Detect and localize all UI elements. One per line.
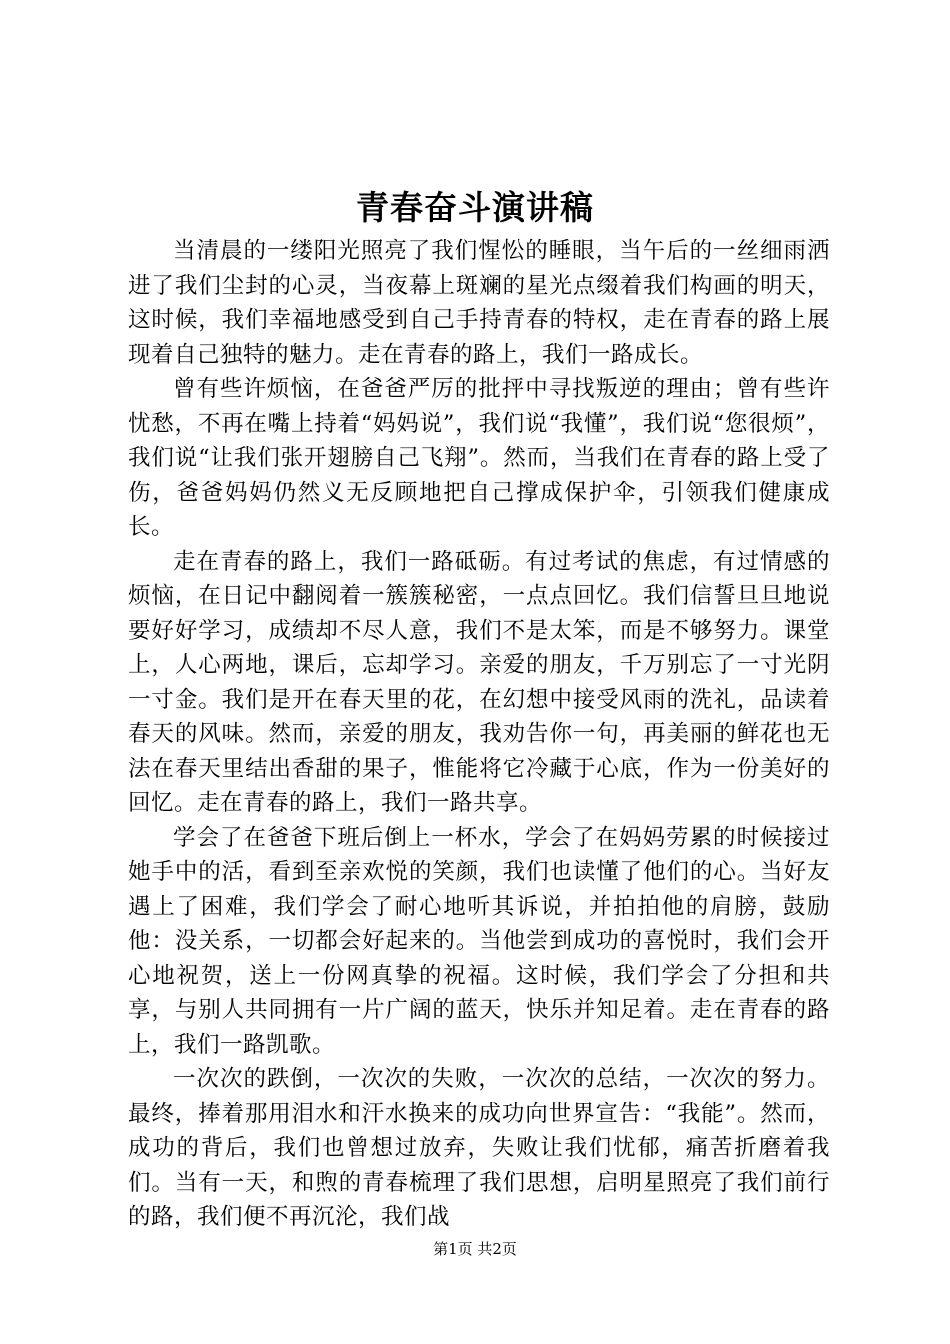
paragraph-3: 走在青春的路上，我们一路砥砺。有过考试的焦虑，有过情感的烦恼，在日记中翻阅着一簇簇秘密，一点点回忆。我们信誓旦旦地说要好好学习，成绩却不尽人意，我们不是太笨，而是不够努力。课堂上，人心两地，课后，忘却学习。亲爱的朋友，千万别忘了一寸光阴一寸金。我们是开在春天里的花，在幻想中接受风雨的洗礼，品读着春天的风味。然而，亲爱的朋友，我劝告你一句，再美丽的鲜花也无法在春天里结出香甜的果子，惟能将它冷藏于心底，作为一份美好的回忆。走在青春的路上，我们一路共享。	[128, 548, 830, 816]
paragraph-2: 曾有些许烦恼，在爸爸严厉的批抨中寻找叛逆的理由；曾有些许忧愁，不再在嘴上持着“妈妈说”，我们说“我懂”，我们说“您很烦”，我们说“让我们张开翅膀自己飞翔”。然而，当我们在青春的路上受了伤，爸爸妈妈仍然义无反顾地把自己撑成保护伞，引领我们健康成长。	[128, 376, 830, 540]
document-title: 青春奋斗演讲稿	[356, 188, 594, 227]
paragraph-1: 当清晨的一缕阳光照亮了我们惺忪的睡眼，当午后的一丝细雨洒进了我们尘封的心灵，当夜幕上斑斓的星光点缀着我们构画的明天，这时候，我们幸福地感受到自己手持青春的特权，走在青春的路上展现着自己独特的魅力。走在青春的路上，我们一路成长。	[128, 238, 830, 368]
paragraph-5: 一次次的跌倒，一次次的失败，一次次的总结，一次次的努力。最终，捧着那用泪水和汗水换来的成功向世界宣告：“我能”。然而，成功的背后，我们也曾想过放弃，失败让我们忧郁，痛苦折磨着我们。当有一天，和煦的青春梳理了我们思想，启明星照亮了我们前行的路，我们便不再沉沦，我们战	[128, 1066, 830, 1230]
paragraph-4: 学会了在爸爸下班后倒上一杯水，学会了在妈妈劳累的时候接过她手中的活，看到至亲欢悦的笑颜，我们也读懂了他们的心。当好友遇上了困难，我们学会了耐心地听其诉说，并拍拍他的肩膀，鼓励他：没关系，一切都会好起来的。当他尝到成功的喜悦时，我们会开心地祝贺，送上一份网真挚的祝福。这时候，我们学会了分担和共享，与别人共同拥有一片广阔的蓝天，快乐并知足着。走在青春的路上，我们一路凯歌。	[128, 824, 830, 1058]
document-body	[128, 234, 830, 1235]
page-footer: 第1页 共2页	[433, 1240, 517, 1258]
